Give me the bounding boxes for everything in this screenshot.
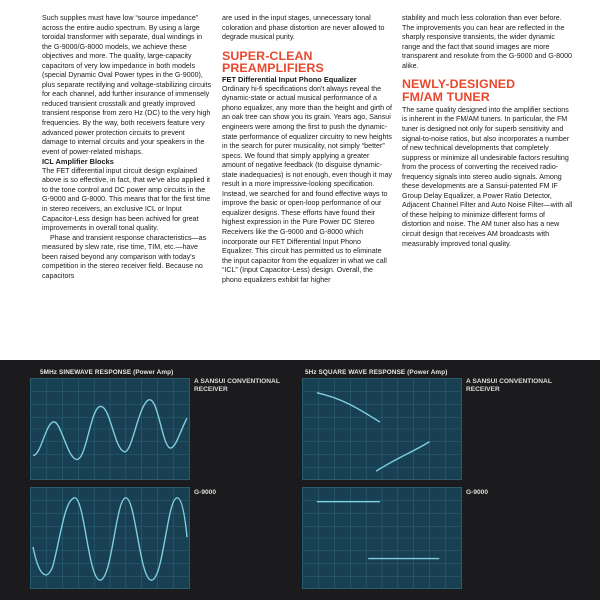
preamp-heading-line-2: PREAMPLIFIERS — [222, 61, 324, 76]
sinewave-g9000-trace — [31, 488, 189, 588]
squarewave-scope-conventional — [302, 378, 462, 480]
tuner-body: The same quality designed into the amplifier sections is inherent in the FM/AM tuners. In particular, the FM tuner is designed not only for superb sensitivity and signal-to-noise ratios, but also incorporates a number of new technical developments that completely suppress or minimize all undesirable factors resulting from the process of converting the received radio-frequency signals into stereo audio signals. Among these developments are a Sansui-patented FM IF Group Delay Equalizer, a Power Ratio Detector, Adjacent Channel Filter and Auto Noise Filter—with all of these helping to minimize different forms of distortion and noise. The AM tuner also has a new circuit design that receives AM broadcasts with measurably improved tonal quality. — [402, 105, 573, 248]
tuner-heading-line-1: NEWLY-DESIGNED — [402, 77, 516, 92]
icl-body: The FET differential input circuit design explained above is so effective, in fact, that we've also applied it to the tone control and DC power amp circuits in the G-9000 and G-8000. This means that for the first time in stereo receivers, an exclusive ICL or Input Capacitor-Less design has been achived for great improvements in overall tonal quality. — [42, 166, 211, 233]
icl-heading: ICL Amplifier Blocks — [42, 157, 114, 167]
conventional-label-left-line-2: RECEIVER — [194, 385, 228, 393]
column-3-intro: stability and much less coloration than ever before. The improvements you can hear are reflected in the sharply responsive transients, the wider dynamic range and the fact that sound images are more transparent and resolute from the G-9000 and G-8000 alike. — [402, 14, 572, 70]
text-column-2 — [222, 14, 392, 285]
text-column-1 — [42, 14, 212, 281]
conventional-label-right-line-1: A SANSUI CONVENTIONAL — [466, 378, 552, 385]
sinewave-conventional-trace — [31, 379, 189, 479]
preamp-body: Ordinary hi-fi specifications don't always reveal the dynamic-state or actual musical performance of a phono equalizer, any more than the height and girth of an oak tree can show you its grain. Years ago, Sansui engineers were among the first to push the dynamic-state performance of equalizer circuitry to new heights in the search for purer musicality, not simply “better” specs. We found that simply applying a greater amount of negative feedback (to disguise dynamic-state inadequacies) is not enough, even though it may result in a more impressive-looking specification. Instead, we searched for and found effective ways to improve the basic or open-loop performance of our equalizer designs. These efforts have found their highest expression in the Pure Power DC Stereo Receivers like the G-9000 and G-8000 which incorporate our FET Differential Input Phono Equalizer. This circuit has permitted us to eliminate the input capacitor from the equalizer in what we call “ICL” (Input Capacitor-Less) design. Overall, the phono equalizers exhibit far higher — [222, 84, 392, 284]
column-2-intro: are used in the input stages, unnecessary tonal coloration and phase distortion are never allowed to degrade musical purity. — [222, 14, 385, 42]
g9000-label-left: G-9000 — [194, 489, 216, 496]
preamp-heading-line-1: SUPER-CLEAN — [222, 48, 313, 63]
squarewave-g9000-trace — [303, 488, 461, 588]
preamp-heading — [222, 50, 392, 76]
squarewave-conventional-trace — [303, 379, 461, 479]
column-1-intro: Such supplies must have low “source impedance” across the entire audio spectrum. By using a large toroidal transformer with separate, dual windings in the G-9000/G-8000 models, we achieve these objectives and more. The quality, large-capacity capacitors of very low impedance in both models (special Dynamic Oval Power types in the G-9000), plus separate rectifying and voltage-stabilizing circuits for each channel, add further insurance of immensely reduced transient crosstalk and greatly improved transient response from zero Hz (DC) to the very high frequencies. By the way, both receivers feature very advanced power protection circuits to prevent damage to internal circuits and your speakers in the event of power-related mishaps. — [42, 14, 212, 156]
phono-equalizer-subheading: FET Differential Input Phono Equalizer — [222, 75, 357, 85]
sinewave-scope-conventional — [30, 378, 190, 480]
squarewave-scope-g9000 — [302, 487, 462, 589]
tuner-heading-line-2: FM/AM TUNER — [402, 90, 490, 105]
icl-body-continued: Phase and transient response characteristics—as measured by slew rate, rise time, TIM, etc.—have been raised beyond any comparison with today's competition in the stereo receiver field. Because no capacitors — [42, 233, 207, 280]
text-column-3 — [402, 14, 574, 249]
tuner-heading — [402, 78, 574, 104]
sinewave-figure-title: 5MHz SINEWAVE RESPONSE (Power Amp) — [40, 369, 174, 376]
conventional-label-left-line-1: A SANSUI CONVENTIONAL — [194, 378, 280, 385]
conventional-label-right — [466, 378, 552, 393]
conventional-label-right-line-2: RECEIVER — [466, 385, 500, 393]
g9000-label-right: G-9000 — [466, 489, 488, 496]
conventional-label-left — [194, 378, 280, 393]
squarewave-figure-title: 5Hz SQUARE WAVE RESPONSE (Power Amp) — [305, 369, 448, 376]
sinewave-scope-g9000 — [30, 487, 190, 589]
